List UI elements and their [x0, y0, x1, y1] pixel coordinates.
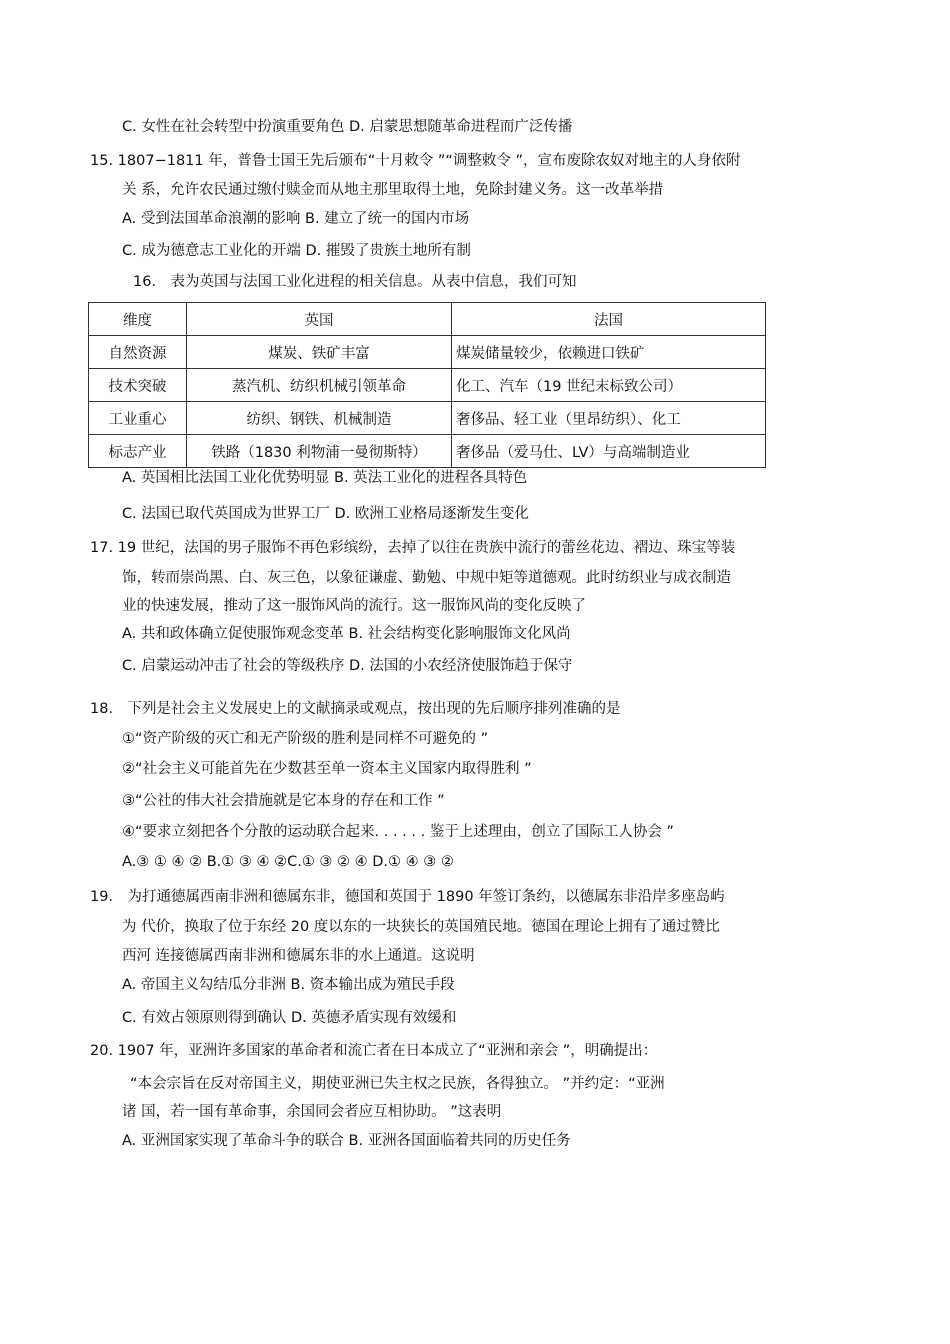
table-cell: 自然资源	[89, 336, 187, 369]
q19-stem-line-3: 西河 连接德属西南非洲和德属东非的水上通道。这说明	[122, 948, 475, 964]
table-row	[89, 369, 766, 402]
q20-stem-line-2: “本会宗旨在反对帝国主义，期使亚洲已失主权之民族，各得独立。 ”并约定：“亚洲	[130, 1076, 665, 1092]
table-cell: 奢侈品（爱马仕、LV）与高端制造业	[452, 435, 766, 468]
table-cell: 工业重心	[89, 402, 187, 435]
q20-stem-line-1: 20. 1907 年，亚洲许多国家的革命者和流亡者在日本成立了“亚洲和亲会 ”，明确提出：	[90, 1043, 658, 1059]
q15-stem-line-1: 15. 1807−1811 年，普鲁士国王先后颁布“十月敕令 ”“调整敕令 ”，宣布废除农奴对地主的人身依附	[90, 153, 741, 169]
q20-stem-line-3: 诸 国，若一国有革命事，余国同会者应互相协助。 ”这表明	[122, 1104, 502, 1120]
comparison-table	[88, 302, 766, 468]
table-cell: 纺织、钢铁、机械制造	[187, 402, 452, 435]
q15-stem-line-2: 关 系，允许农民通过缴付赎金而从地主那里取得土地，免除封建义务。这一改革举措	[122, 182, 664, 198]
table-cell: 奢侈品、轻工业（里昂纺织）、化工	[452, 402, 766, 435]
table-cell: 蒸汽机、纺织机械引领革命	[187, 369, 452, 402]
q15-option-ab: A. 受到法国革命浪潮的影响 B. 建立了统一的国内市场	[122, 211, 470, 227]
table-header-row	[89, 303, 766, 336]
q18-item-1: ①“资产阶级的灭亡和无产阶级的胜利是同样不可避免的 ”	[122, 731, 489, 747]
q20-option-ab: A. 亚洲国家实现了革命斗争的联合 B. 亚洲各国面临着共同的历史任务	[122, 1133, 571, 1149]
table-cell: 标志产业	[89, 435, 187, 468]
q16-stem: 16． 表为英国与法国工业化进程的相关信息。从表中信息，我们可知	[133, 274, 577, 290]
q19-stem-line-2: 为 代价，换取了位于东经 20 度以东的一块狭长的英国殖民地。德国在理论上拥有了通过赞比	[122, 919, 720, 935]
q19-option-cd: C. 有效占领原则得到确认 D. 英德矛盾实现有效缓和	[122, 1010, 457, 1026]
table-header-cell: 法国	[452, 303, 766, 336]
q14-option-cd: C. 女性在社会转型中扮演重要角色 D. 启蒙思想随革命进程而广泛传播	[122, 119, 573, 135]
table-cell: 煤炭、铁矿丰富	[187, 336, 452, 369]
q17-stem-line-2: 饰，转而崇尚黑、白、灰三色，以象征谦虚、勤勉、中规中矩等道德观。此时纺织业与成衣制造	[122, 570, 731, 586]
q17-stem-line-1: 17. 19 世纪，法国的男子服饰不再色彩缤纷，去掉了以往在贵族中流行的蕾丝花边、褶边、珠宝等装	[90, 540, 736, 556]
table-row	[89, 402, 766, 435]
q19-stem-line-1: 19． 为打通德属西南非洲和德属东非，德国和英国于 1890 年签订条约，以德属东非沿岸多座岛屿	[90, 889, 725, 905]
q18-item-3: ③“公社的伟大社会措施就是它本身的存在和工作 ”	[122, 793, 445, 809]
q17-stem-line-3: 业的快速发展，推动了这一服饰风尚的流行。这一服饰风尚的变化反映了	[122, 598, 586, 614]
q16-option-ab: A. 英国相比法国工业化优势明显 B. 英法工业化的进程各具特色	[122, 470, 528, 486]
q15-option-cd: C. 成为德意志工业化的开端 D. 摧毁了贵族土地所有制	[122, 243, 471, 259]
table-row	[89, 336, 766, 369]
q18-options: A.③ ① ④ ② B.① ③ ④ ②C.① ③ ② ④ D.① ④ ③ ②	[122, 854, 454, 870]
table-cell: 技术突破	[89, 369, 187, 402]
q17-option-cd: C. 启蒙运动冲击了社会的等级秩序 D. 法国的小农经济使服饰趋于保守	[122, 658, 573, 674]
q18-item-4: ④“要求立刻把各个分散的运动联合起来. . . . . . 鉴于上述理由，创立了国际工人协会 ”	[122, 824, 674, 840]
q19-option-ab: A. 帝国主义勾结瓜分非洲 B. 资本输出成为殖民手段	[122, 977, 455, 993]
table-cell: 煤炭储量较少，依赖进口铁矿	[452, 336, 766, 369]
q18-stem: 18． 下列是社会主义发展史上的文献摘录或观点，按出现的先后顺序排列准确的是	[90, 701, 621, 717]
table-header-cell: 维度	[89, 303, 187, 336]
q17-option-ab: A. 共和政体确立促使服饰观念变革 B. 社会结构变化影响服饰文化风尚	[122, 626, 571, 642]
table-header-cell: 英国	[187, 303, 452, 336]
table-cell: 化工、汽车（19 世纪末标致公司）	[452, 369, 766, 402]
q16-option-cd: C. 法国已取代英国成为世界工厂 D. 欧洲工业格局逐渐发生变化	[122, 506, 529, 522]
table-row	[89, 435, 766, 468]
q18-item-2: ②“社会主义可能首先在少数甚至单一资本主义国家内取得胜利 ”	[122, 761, 532, 777]
table-cell: 铁路（1830 利物浦一曼彻斯特）	[187, 435, 452, 468]
